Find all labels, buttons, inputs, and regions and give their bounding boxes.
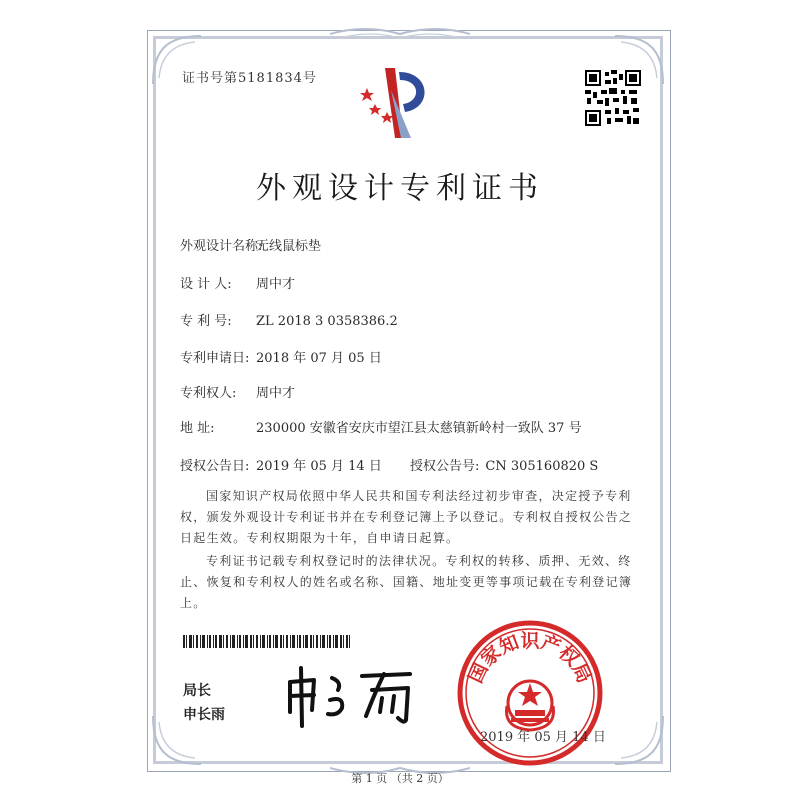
field-application-date: 专利申请日: 2018 年 07 月 05 日 [180, 351, 382, 366]
official-seal-icon [455, 618, 605, 768]
field-address: 地 址: 230000 安徽省安庆市望江县太慈镇新岭村一致队 37 号 [180, 421, 582, 436]
certificate-title: 外观设计专利证书 [256, 171, 544, 206]
certificate-paragraph-1: 国家知识产权局依照中华人民共和国专利法经过初步审查，决定授予专利权，颁发外观设计专利证书并在专利登记簿上予以登记。专利权自授权公告之日起生效。专利权期限为十年，自申请日起算。 [180, 489, 633, 545]
barcode-icon [183, 635, 350, 648]
field-announcement-date: 授权公告日: 2019 年 05 月 14 日 [180, 459, 382, 474]
field-patentee: 专利权人: 周中才 [180, 386, 296, 401]
top-ornament-icon [330, 24, 470, 44]
signature-icon [280, 660, 430, 730]
certificate-number: 证书号第5181834号 [182, 71, 317, 86]
field-announcement-number: 授权公告号: CN 305160820 S [410, 459, 599, 474]
corner-ornament-icon [609, 710, 669, 770]
field-patent-number: 专 利 号: ZL 2018 3 0358386.2 [180, 314, 398, 329]
qr-code-icon [585, 70, 641, 126]
signatory-name: 申长雨 [183, 707, 225, 723]
seal-date: 2019 年 05 月 14 日 [480, 730, 606, 745]
svg-text:国家知识产权局: 国家知识产权局 [464, 630, 596, 687]
patent-office-logo-icon [355, 60, 440, 140]
certificate-paragraph-2: 专利证书记载专利权登记时的法律状况。专利权的转移、质押、无效、终止、恢复和专利权人的姓名或名称、国籍、地址变更等事项记载在专利登记簿上。 [180, 554, 633, 610]
signatory-role: 局长 [183, 683, 211, 699]
page-number: 第 1 页 （共 2 页） [351, 772, 449, 785]
field-designer: 设 计 人: 周中才 [180, 277, 296, 292]
field-design-name: 外观设计名称:无线鼠标垫 [180, 239, 322, 254]
